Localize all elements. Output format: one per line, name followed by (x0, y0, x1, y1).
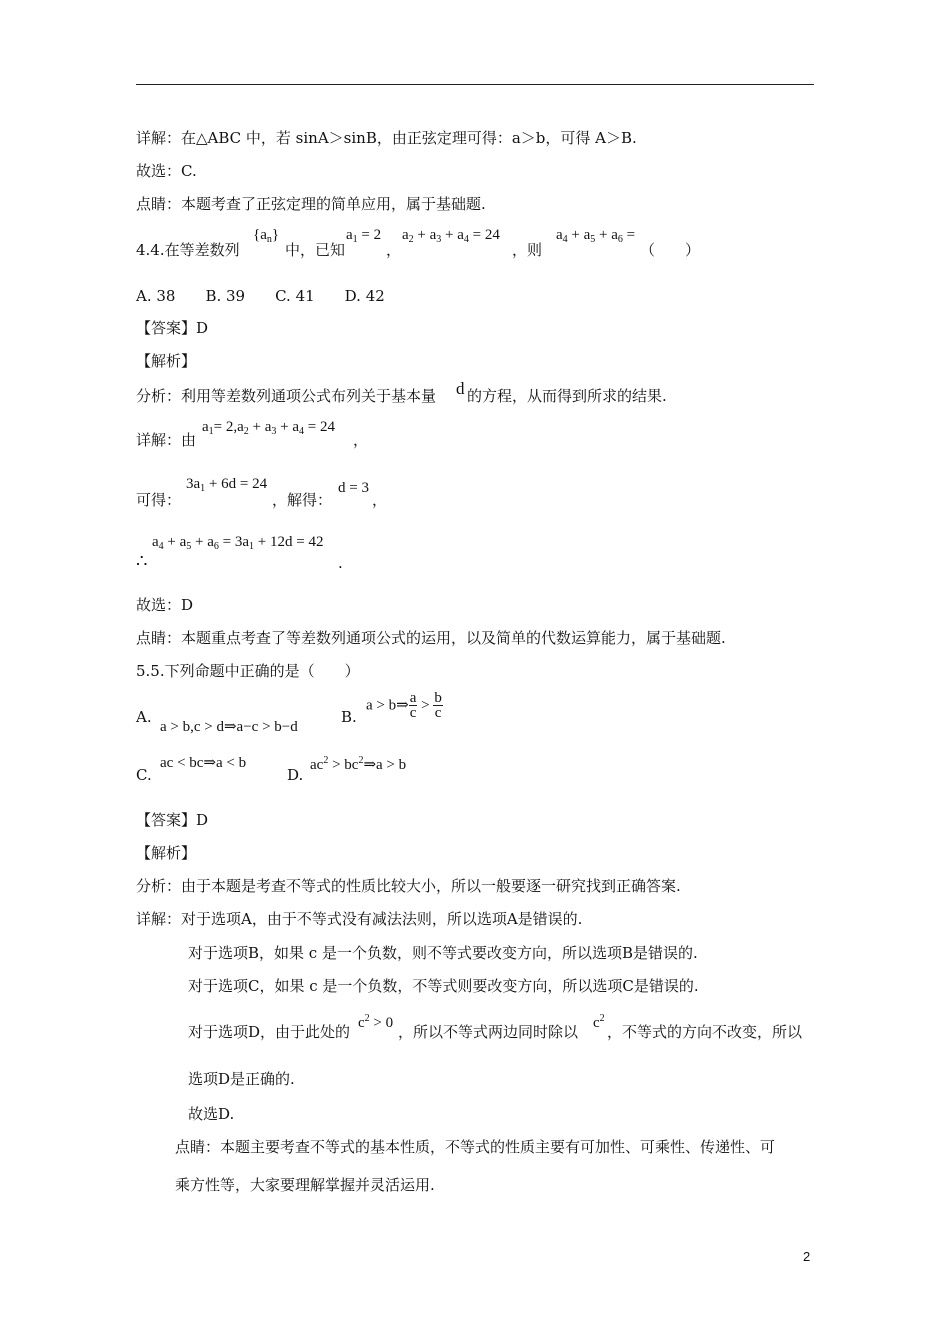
analysis-label: 【解析】 (136, 352, 197, 370)
analysis-text: 的方程，从而得到所求的结果. (467, 387, 667, 405)
detail-text: 对于选项D，由于此处的 (188, 1023, 351, 1041)
analysis-text: 分析：利用等差数列通项公式布列关于基本量 (136, 387, 437, 405)
question-4-text: ， (386, 241, 402, 259)
comment-line: 点睛：本题主要考查不等式的基本性质，不等式的性质主要有可加性、可乘性、传递性、可 (175, 1138, 776, 1156)
comment-line: 点睛：本题重点考查了等差数列通项公式的运用，以及简单的代数运算能力，属于基础题. (136, 629, 726, 647)
option-a-formula: a > b,c > d⇒a−c > b−d (160, 719, 298, 735)
formula-c2: $c^2$ (593, 1013, 605, 1031)
derive-text: . (338, 554, 343, 572)
question-5-stem: 5.5.下列命题中正确的是（ ） (136, 662, 360, 680)
detail-text: 对于选项C，如果 c 是一个负数，不等式则要改变方向，所以选项C是错误的. (188, 977, 699, 995)
derive-text: ， (372, 491, 388, 509)
detail-text: ， (353, 431, 369, 449)
detail-text: 对于选项B，如果 c 是一个负数，则不等式要改变方向，所以选项B是错误的. (188, 944, 698, 962)
option-b-formula: a > b⇒ $\frac{a}{c}$ > $\frac{b}{c}$ (366, 690, 442, 721)
choice-line: 故选D. (188, 1105, 235, 1123)
derive-text: 可得： (136, 491, 182, 509)
detail-line: 详解：在△ABC 中，若 sinA＞sinB，由正弦定理可得：a＞b，可得 A＞B. (136, 129, 637, 147)
detail-text: 选项D是正确的. (188, 1070, 295, 1088)
detail-text: ，不等式的方向不改变，所以 (607, 1023, 803, 1041)
option-c-formula: ac < bc⇒a < b (160, 755, 247, 771)
comment-line: 乘方性等，大家要理解掌握并灵活运用. (175, 1176, 435, 1194)
page-number: 2 (803, 1249, 811, 1264)
formula-sum-asked: $a_4 + a_5 + a_6$ = (556, 227, 636, 245)
formula-sum-given: $a_2 + a_3 + a_4 = 24$ (402, 227, 500, 245)
formula-d: d = 3 (338, 480, 369, 496)
answer-blank: （ ） (640, 241, 701, 259)
analysis-text: 分析：由于本题是考查不等式的性质比较大小，所以一般要逐一研究找到正确答案. (136, 877, 681, 895)
question-4-stem: 4.4.在等差数列 (136, 241, 240, 259)
sequence-symbol: $\{a_n\}$ (253, 227, 280, 245)
analysis-label: 【解析】 (136, 844, 197, 862)
variable-d: d (456, 379, 465, 398)
header-rule (136, 84, 814, 85)
option-c-label: C. (136, 766, 152, 784)
answer-label: 【答案】D (136, 811, 209, 829)
option-b-label: B. (341, 708, 357, 726)
answer-label: 【答案】D (136, 319, 209, 337)
formula-c2-positive: $c^2 > 0$ (358, 1013, 394, 1031)
option-d-label: D. (287, 766, 304, 784)
formula-final: $a_4 + a_5 + a_6 = 3a_1 + 12d = 42$ (152, 534, 324, 552)
question-4-text: 中，已知 (285, 241, 346, 259)
choice-line: 故选：C. (136, 162, 197, 180)
comment-line: 点睛：本题考查了正弦定理的简单应用，属于基础题. (136, 195, 486, 213)
therefore-symbol: ∴ (136, 551, 148, 572)
solve-text: ，解得： (272, 491, 333, 509)
detail-text: 详解：对于选项A，由于不等式没有减法法则，所以选项A是错误的. (136, 910, 583, 928)
choice-line: 故选：D (136, 596, 194, 614)
question-4-options: A. 38 B. 39 C. 41 D. 42 (136, 287, 385, 305)
formula-given: $a_1= 2,a_2 + a_3 + a_4 = 24$ (202, 419, 336, 437)
detail-text: ，所以不等式两边同时除以 (398, 1023, 579, 1041)
detail-text: 详解：由 (136, 431, 197, 449)
option-d-formula: $ac^2$ > $bc^2\Rightarrow a > b$ (310, 755, 407, 773)
question-4-text: ，则 (512, 241, 543, 259)
option-a-label: A. (136, 708, 152, 726)
formula-a1: $a_1 = 2$ (346, 227, 382, 245)
formula-eq1: $3a_1 + 6d = 24$ (186, 476, 268, 494)
